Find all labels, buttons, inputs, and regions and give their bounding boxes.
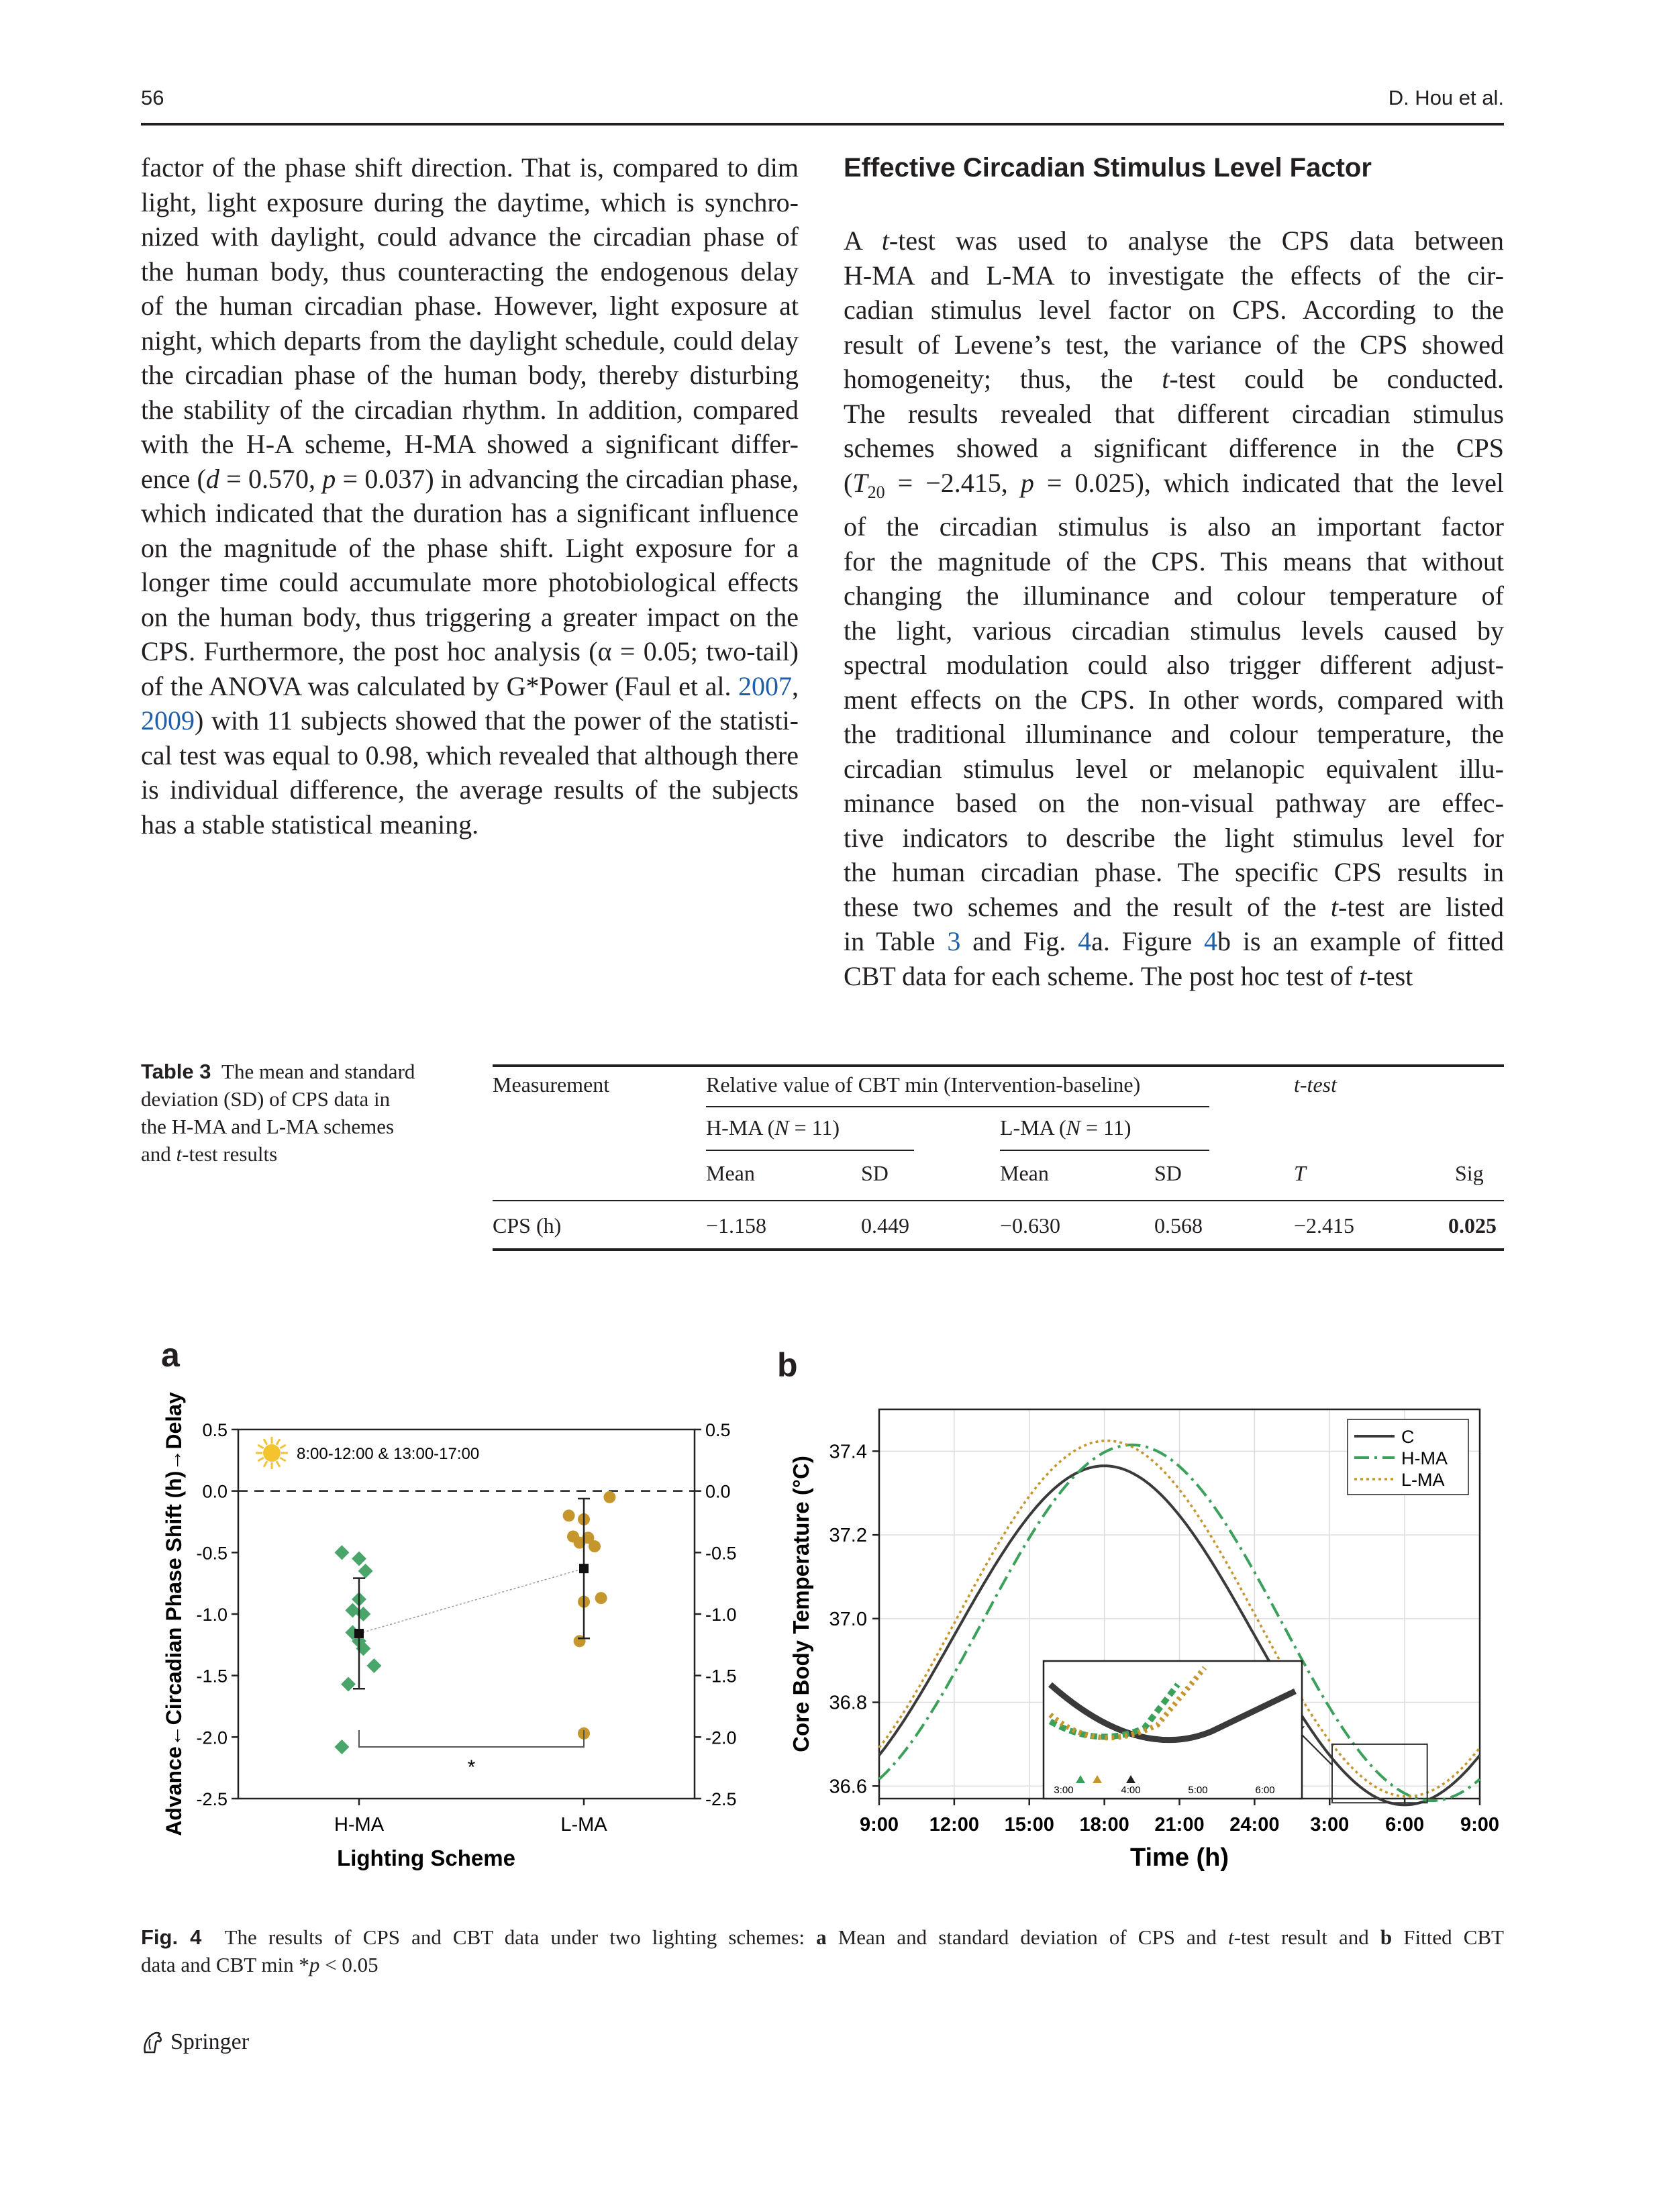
y-tick-label-right: -0.5 <box>705 1543 737 1564</box>
x-tick-label: 9:00 <box>1460 1814 1500 1836</box>
text-line: of the circadian stimulus is also an important factor <box>844 511 1504 542</box>
row-label: CPS (h) <box>493 1213 562 1238</box>
text-line: night, which departs from the daylight schedule, could delay <box>141 325 799 356</box>
cell-hma-sd: 0.449 <box>861 1213 909 1238</box>
significance-bracket <box>359 1730 584 1747</box>
panel-b-letter: b <box>777 1346 798 1384</box>
cell-sig: 0.025 <box>1448 1213 1497 1238</box>
inset-frame <box>1044 1661 1302 1799</box>
text-line: ence (d = 0.570, p = 0.037) in advancing the circadian phase, <box>141 463 799 494</box>
col-relative-value: Relative value of CBT min (Intervention-baseline) <box>706 1072 1141 1097</box>
text-line: the traditional illuminance and colour temperature, the <box>844 719 1504 749</box>
col-ttest <box>1294 1072 1337 1097</box>
x-tick-label: 9:00 <box>859 1814 899 1836</box>
text-line: ($T_{20} = -2.415$, p = 0.025), which indicated that the level <box>844 467 1504 502</box>
text-line: which indicated that the duration has a significant influence <box>141 498 799 528</box>
text-line: cadian stimulus level factor on CPS. According to the <box>844 295 1504 325</box>
y-tick-label-left: -0.5 <box>196 1543 228 1564</box>
text-line: for the magnitude of the CPS. This means that without <box>844 546 1504 576</box>
header-rule <box>141 123 1504 125</box>
y-tick-label-right: 0.0 <box>705 1481 731 1502</box>
col-sig: Sig <box>1455 1161 1484 1185</box>
table3-caption-line: the H-MA and L-MA schemes <box>141 1115 395 1138</box>
x-tick-label: 3:00 <box>1310 1814 1350 1836</box>
data-point-l-ma <box>563 1509 575 1521</box>
col-t <box>1294 1161 1306 1186</box>
text-line: changing the illuminance and colour temperature of <box>844 581 1504 611</box>
table3-label: Table 3 <box>141 1060 211 1083</box>
panel-a-letter: a <box>161 1336 180 1374</box>
text-line: ment effects on the CPS. In other words, compared with <box>844 684 1504 715</box>
sun-ray <box>276 1439 280 1445</box>
x-tick-label: 6:00 <box>1385 1814 1425 1836</box>
y-axis-label: Core Body Temperature (°C) <box>789 1456 813 1752</box>
inset-x-tick-label: 5:00 <box>1188 1784 1208 1796</box>
significance-star: * <box>467 1756 476 1778</box>
sun-ray <box>276 1461 280 1467</box>
figure-caption: Fig. 4 The results of CPS and CBT data under two lighting schemes: a Mean and standard deviation of CPS and t-test result and b Fitted CBT data and CBT min *p < 0.05 <box>141 1925 1504 1976</box>
y-tick-label-right: -2.0 <box>705 1727 737 1748</box>
legend-label: L-MA <box>1401 1470 1445 1490</box>
plot-frame <box>238 1429 695 1799</box>
right-column-text <box>844 223 1504 993</box>
text-line: the human body, thus counteracting the endogenous delay <box>141 256 799 287</box>
cell-lma-mean: −0.630 <box>1000 1213 1061 1238</box>
data-point-l-ma <box>595 1592 607 1604</box>
text-line: longer time could accumulate more photobiological effects <box>141 567 799 597</box>
text-line: nized with daylight, could advance the circadian phase of <box>141 221 799 252</box>
x-tick-label: L-MA <box>560 1814 607 1836</box>
group-hma: H-MA (N = 11) <box>706 1115 840 1140</box>
legend-label: H-MA <box>1401 1448 1448 1468</box>
chart-b <box>772 1382 1503 1893</box>
data-point-h-ma <box>334 1740 349 1754</box>
y-tick-label-left: -2.5 <box>196 1789 228 1809</box>
x-tick-label: 24:00 <box>1229 1814 1280 1836</box>
data-point-h-ma <box>366 1658 381 1673</box>
text-line: tive indicators to describe the light stimulus level for <box>844 822 1504 853</box>
y-tick-label: 36.8 <box>829 1692 867 1714</box>
mean-connector <box>359 1568 584 1633</box>
text-line: A t-test was used to analyse the CPS data between <box>844 225 1504 256</box>
text-line: of the human circadian phase. However, light exposure at <box>141 291 799 321</box>
text-line: has a stable statistical meaning. <box>141 809 479 840</box>
text-line: the stability of the circadian rhythm. In addition, compared <box>141 394 799 425</box>
y-tick-label: 37.4 <box>829 1441 867 1463</box>
col-measurement: Measurement <box>493 1072 610 1097</box>
chart-a <box>148 1382 737 1893</box>
text-line: H-MA and L-MA to investigate the effects of the cir- <box>844 260 1504 291</box>
y-tick-label-right: 0.5 <box>705 1420 731 1440</box>
data-point-h-ma <box>352 1552 366 1566</box>
sun-icon <box>263 1444 281 1462</box>
group-lma: L-MA (N = 11) <box>1000 1115 1131 1140</box>
y-tick-label-right: -1.5 <box>705 1666 737 1687</box>
sun-ray <box>264 1439 267 1445</box>
x-tick-label: 12:00 <box>929 1814 979 1836</box>
springer-footer <box>141 2029 249 2055</box>
sun-ray <box>264 1461 267 1467</box>
table3-caption-line: and t-test results <box>141 1142 278 1166</box>
mean-marker <box>579 1564 589 1573</box>
text-line: spectral modulation could also trigger different adjust- <box>844 650 1504 680</box>
section-heading: Effective Circadian Stimulus Level Factor <box>844 153 1372 183</box>
x-axis-label: Time (h) <box>1129 1844 1229 1872</box>
table3-caption-line: The mean and standard <box>221 1060 415 1083</box>
table3-caption-line: deviation (SD) of CPS data in <box>141 1087 391 1111</box>
y-tick-label: 36.6 <box>829 1776 867 1798</box>
y-tick-label-left: 0.5 <box>202 1420 228 1440</box>
running-head-authors: D. Hou et al. <box>1388 86 1504 109</box>
y-tick-label-left: -1.5 <box>196 1666 228 1687</box>
col-ttest-label: t-test <box>1294 1072 1337 1097</box>
inset-x-tick-label: 6:00 <box>1255 1784 1275 1796</box>
inset-x-tick-label: 3:00 <box>1054 1784 1074 1796</box>
text-line: 2009) with 11 subjects showed that the power of the statisti- <box>141 705 799 736</box>
y-tick-label-left: -1.0 <box>196 1605 228 1625</box>
text-line: the circadian phase of the human body, thereby disturbing <box>141 360 799 390</box>
text-line: these two schemes and the result of the t-test are listed <box>844 891 1504 922</box>
cell-lma-sd: 0.568 <box>1154 1213 1203 1238</box>
text-line: homogeneity; thus, the t-test could be conducted. <box>844 364 1504 394</box>
sun-ray <box>258 1458 264 1461</box>
x-tick-label: 15:00 <box>1004 1814 1054 1836</box>
data-point-h-ma <box>358 1564 373 1578</box>
sun-ray <box>280 1458 286 1461</box>
inset-x-tick-label: 4:00 <box>1121 1784 1141 1796</box>
col-lma-mean: Mean <box>1000 1161 1049 1185</box>
col-hma-mean: Mean <box>706 1161 755 1185</box>
data-point-l-ma <box>603 1491 615 1503</box>
text-line: the light, various circadian stimulus levels caused by <box>844 615 1504 646</box>
page-number: 56 <box>141 86 164 109</box>
text-line: in Table 3 and Fig. 4a. Figure 4b is an example of fitted <box>844 926 1505 956</box>
text-line: factor of the phase shift direction. That is, compared to dim <box>141 152 799 183</box>
annotation-text: 8:00-12:00 & 13:00-17:00 <box>297 1445 480 1463</box>
text-line: The results revealed that different circadian stimulus <box>844 398 1504 429</box>
text-line: the human circadian phase. The specific CPS results in <box>844 857 1504 887</box>
y-tick-label: 37.0 <box>829 1608 867 1630</box>
text-line: minance based on the non-visual pathway are effec- <box>844 788 1504 818</box>
x-tick-label: H-MA <box>334 1814 385 1836</box>
y-axis-label: Advance←Circadian Phase Shift (h)→Delay <box>162 1392 186 1836</box>
y-tick-label-left: 0.0 <box>202 1481 228 1502</box>
cell-hma-mean: −1.158 <box>706 1213 767 1238</box>
x-tick-label: 18:00 <box>1079 1814 1129 1836</box>
cell-t: −2.415 <box>1294 1213 1355 1238</box>
x-tick-label: 21:00 <box>1154 1814 1205 1836</box>
y-tick-label-right: -2.5 <box>705 1789 737 1809</box>
text-line: on the human body, thus triggering a greater impact on the <box>141 601 799 632</box>
data-point-l-ma <box>589 1540 601 1552</box>
text-line: CBT data for each scheme. The post hoc test of t-test <box>844 960 1413 991</box>
text-line: on the magnitude of the phase shift. Light exposure for a <box>141 532 799 563</box>
text-line: circadian stimulus level or melanopic equivalent illu- <box>844 753 1504 784</box>
text-line: CPS. Furthermore, the post hoc analysis (α = 0.05; two-tail) <box>141 636 799 666</box>
text-line: light, light exposure during the daytime, which is synchro- <box>141 187 799 217</box>
left-column-text <box>141 150 799 842</box>
text-line: with the H-A scheme, H-MA showed a significant differ- <box>141 429 799 459</box>
text-line: schemes showed a significant difference in the CPS <box>844 433 1504 463</box>
y-tick-label-right: -1.0 <box>705 1605 737 1625</box>
sun-ray <box>258 1445 264 1448</box>
springer-horse-icon <box>141 2029 164 2055</box>
data-point-h-ma <box>334 1545 349 1560</box>
text-line: cal test was equal to 0.98, which revealed that although there <box>141 740 799 770</box>
mean-marker <box>354 1629 364 1638</box>
text-line: result of Levene’s test, the variance of the CPS showed <box>844 329 1504 360</box>
x-axis-label: Lighting Scheme <box>337 1846 515 1870</box>
col-t-label: T <box>1294 1161 1306 1185</box>
table3-caption <box>141 1058 456 1168</box>
springer-logo-text: Springer <box>170 2029 250 2054</box>
y-tick-label-left: -2.0 <box>196 1727 228 1748</box>
text-line: is individual difference, the average results of the subjects <box>141 774 799 805</box>
legend-label: C <box>1401 1427 1415 1447</box>
text-line: of the ANOVA was calculated by G*Power (Faul et al. 2007, <box>141 670 799 701</box>
col-lma-sd: SD <box>1154 1161 1182 1185</box>
col-hma-sd: SD <box>861 1161 889 1185</box>
y-tick-label: 37.2 <box>829 1525 867 1547</box>
sun-ray <box>280 1445 286 1448</box>
